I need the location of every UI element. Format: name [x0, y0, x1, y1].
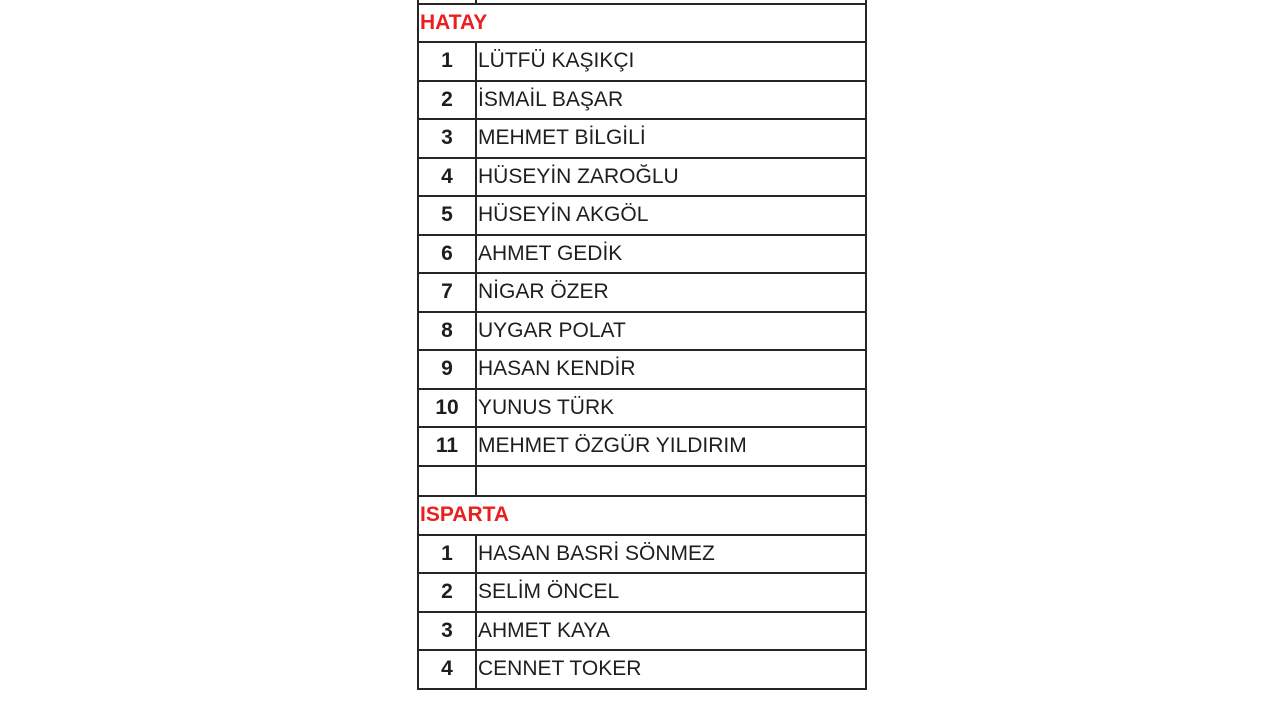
table-row — [418, 235, 866, 274]
table-row — [418, 650, 866, 689]
candidate-name-cell[interactable]: AHMET KAYA — [476, 612, 866, 651]
candidate-name-cell[interactable]: HASAN KENDİR — [476, 350, 866, 389]
candidate-name-cell[interactable]: HÜSEYİN AKGÖL — [476, 196, 866, 235]
candidate-name-cell[interactable]: CENNET TOKER — [476, 650, 866, 689]
row-number-cell[interactable]: 5 — [418, 196, 476, 235]
candidate-name-cell[interactable]: SELİM ÖNCEL — [476, 573, 866, 612]
table-row — [418, 535, 866, 574]
table-row — [418, 81, 866, 120]
table-row — [418, 312, 866, 351]
candidate-name-cell[interactable]: HÜSEYİN ZAROĞLU — [476, 158, 866, 197]
candidate-name-cell[interactable]: HASAN BASRİ SÖNMEZ — [476, 535, 866, 574]
table-row — [418, 42, 866, 81]
table-row — [418, 158, 866, 197]
row-number-cell[interactable]: 2 — [418, 81, 476, 120]
row-number-cell[interactable]: 9 — [418, 350, 476, 389]
candidate-name-cell[interactable]: AHMET GEDİK — [476, 235, 866, 274]
table-row — [418, 389, 866, 428]
candidate-name-cell[interactable]: YUNUS TÜRK — [476, 389, 866, 428]
table-row — [418, 612, 866, 651]
candidate-list-table — [417, 0, 867, 690]
row-number-cell[interactable]: 4 — [418, 158, 476, 197]
table-row — [418, 350, 866, 389]
table-row — [418, 273, 866, 312]
empty-row — [418, 466, 866, 497]
table-row — [418, 119, 866, 158]
table-row — [418, 427, 866, 466]
row-number-cell[interactable]: 8 — [418, 312, 476, 351]
empty-cell[interactable] — [476, 466, 866, 497]
province-header-hatay[interactable]: HATAY — [418, 4, 866, 43]
candidate-name-cell[interactable]: LÜTFÜ KAŞIKÇI — [476, 42, 866, 81]
row-number-cell[interactable]: 10 — [418, 389, 476, 428]
row-number-cell[interactable]: 3 — [418, 612, 476, 651]
table-row — [418, 573, 866, 612]
table-row — [418, 196, 866, 235]
empty-cell[interactable] — [418, 466, 476, 497]
candidate-name-cell[interactable]: İSMAİL BAŞAR — [476, 81, 866, 120]
row-number-cell[interactable]: 1 — [418, 535, 476, 574]
candidate-name-cell[interactable]: NİGAR ÖZER — [476, 273, 866, 312]
row-number-cell[interactable]: 2 — [418, 573, 476, 612]
row-number-cell[interactable]: 3 — [418, 119, 476, 158]
province-header-isparta[interactable]: ISPARTA — [418, 496, 866, 535]
row-number-cell[interactable]: 7 — [418, 273, 476, 312]
row-number-cell[interactable]: 4 — [418, 650, 476, 689]
candidate-name-cell[interactable]: MEHMET ÖZGÜR YILDIRIM — [476, 427, 866, 466]
province-header-row — [418, 4, 866, 43]
row-number-cell[interactable]: 6 — [418, 235, 476, 274]
province-header-row — [418, 496, 866, 535]
candidate-name-cell[interactable]: UYGAR POLAT — [476, 312, 866, 351]
candidate-name-cell[interactable]: MEHMET BİLGİLİ — [476, 119, 866, 158]
row-number-cell[interactable]: 11 — [418, 427, 476, 466]
row-number-cell[interactable]: 1 — [418, 42, 476, 81]
